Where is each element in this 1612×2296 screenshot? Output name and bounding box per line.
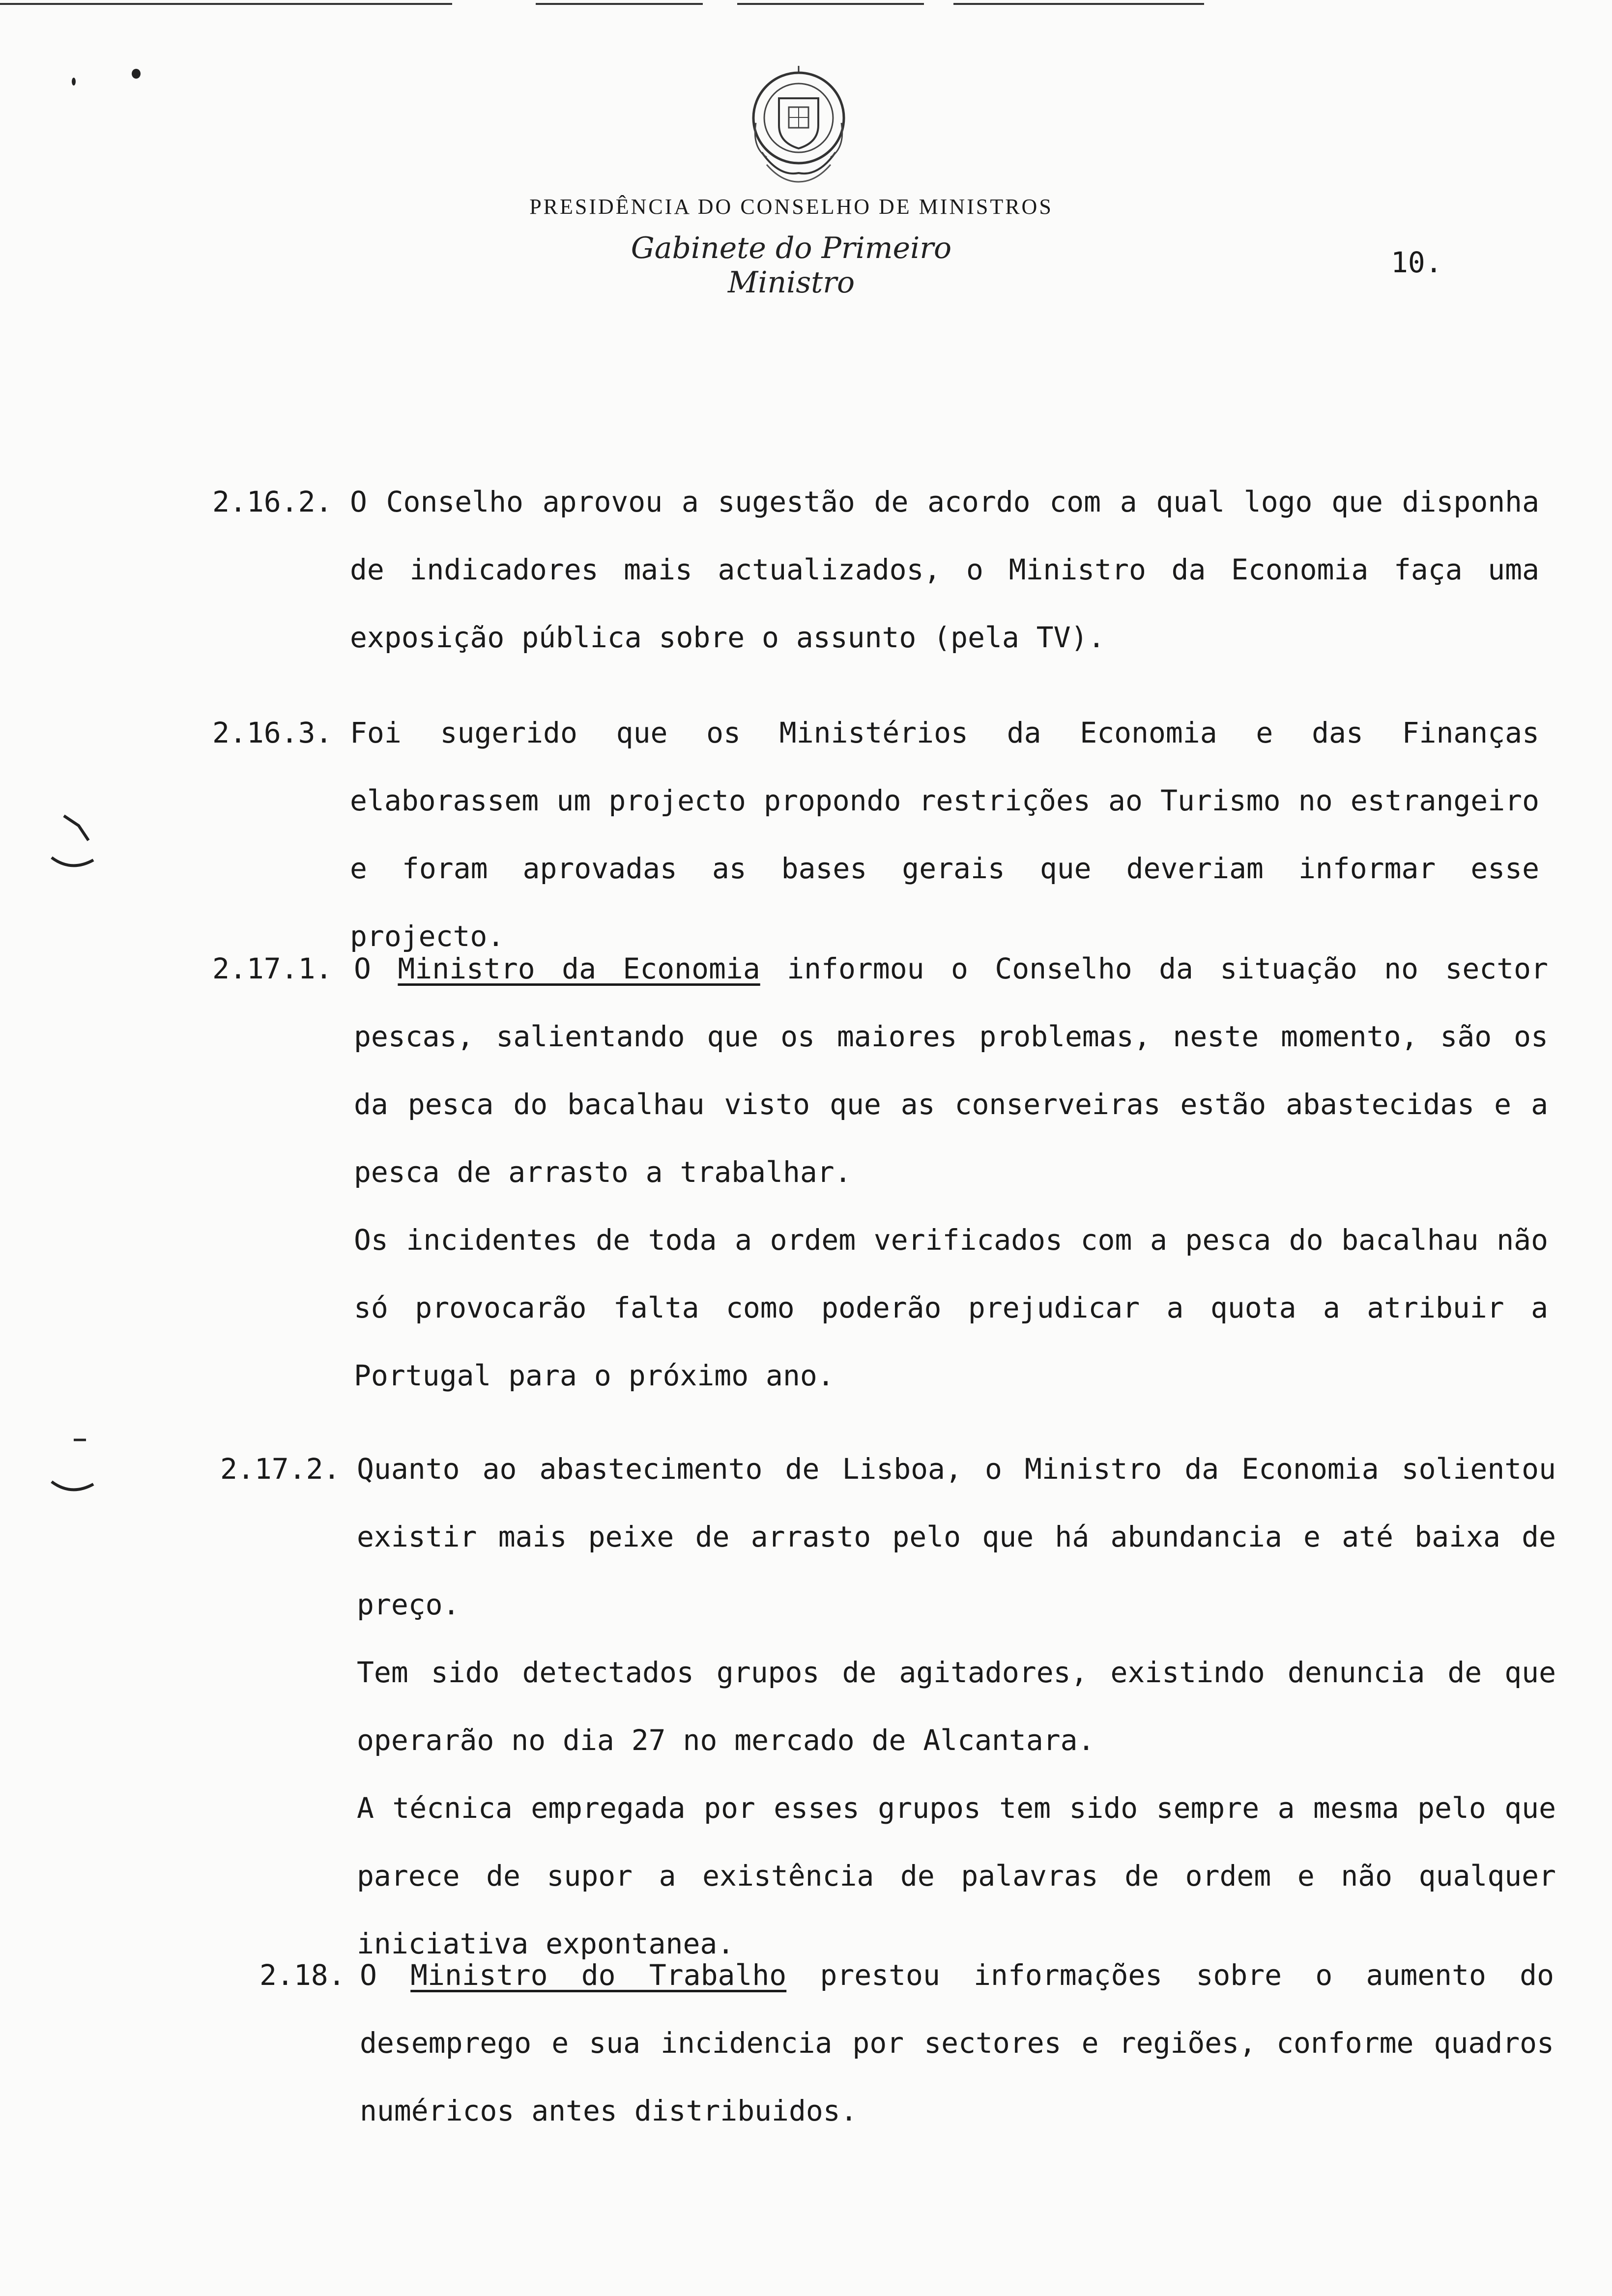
letterhead-subtitle: Gabinete do Primeiro Ministro — [631, 231, 952, 300]
speck-mark — [132, 69, 141, 79]
margin-bracket-mark-icon — [44, 1430, 98, 1504]
item-paragraph: Quanto ao abastecimento de Lisboa, o Ministro da Economia solientou existir mais peixe de arrasto pelo que há abundancia e até baixa de preço. — [357, 1452, 1556, 1621]
coat-of-arms-seal-icon — [732, 64, 865, 197]
top-rule-center — [737, 3, 924, 5]
item-lead-prefix: O — [354, 952, 398, 985]
item-lead-rest: prestou informações sobre o aumento do desemprego e sua incidencia por sectores e regiões, conforme quadros numéricos antes distribuidos. — [360, 1958, 1554, 2127]
top-rule-left — [0, 3, 452, 5]
top-rule-right — [953, 3, 1204, 5]
top-rule-middle — [536, 3, 703, 5]
item-lead-prefix: O — [360, 1958, 411, 1992]
item-number: 2.17.1. — [212, 952, 333, 985]
item-lead-rest: informou o Conselho da situação no sector pescas, salientando que os maiores problemas, neste momento, são os da pesca do bacalhau visto que as conserveiras estão abastecidas e a pesca de arrasto a trabalhar. — [354, 952, 1548, 1189]
item-lead-paragraph — [360, 1941, 1554, 2145]
item-number: 2.16.3. — [212, 716, 333, 749]
item-paragraph: O Conselho aprovou a sugestão de acordo com a qual logo que disponha de indicadores mais actualizados, o Ministro da Economia faça uma exposição pública sobre o assunto (pela TV). — [350, 485, 1539, 654]
item-number: 2.17.2. — [220, 1452, 341, 1486]
margin-bracket-mark-icon — [44, 806, 98, 880]
speck-mark — [72, 78, 76, 86]
item-lead-paragraph — [354, 935, 1548, 1206]
subject-underlined: Ministro do Trabalho — [410, 1958, 787, 1992]
item-paragraph: Tem sido detectados grupos de agitadores, existindo denuncia de que operarão no dia 27 no mercado de Alcantara. — [357, 1656, 1556, 1757]
page-number: 10. — [1391, 246, 1442, 279]
item-number: 2.18. — [259, 1958, 345, 1992]
subject-underlined: Ministro da Economia — [398, 952, 760, 985]
item-paragraph: Os incidentes de toda a ordem verificados com a pesca do bacalhau não só provocarão falta como poderão prejudicar a quota a atribuir a Portugal para o próximo ano. — [354, 1223, 1548, 1392]
item-paragraph: A técnica empregada por esses grupos tem sido sempre a mesma pelo que parece de supor a existência de palavras de ordem e não qualquer iniciativa expontanea. — [357, 1791, 1556, 1960]
item-number: 2.16.2. — [212, 485, 333, 518]
item-paragraph: Foi sugerido que os Ministérios da Economia e das Finanças elaborassem um projecto propondo restrições ao Turismo no estrangeiro e foram aprovadas as bases gerais que deveriam informar esse projecto. — [350, 716, 1539, 953]
letterhead-title: PRESIDÊNCIA DO CONSELHO DE MINISTROS — [529, 195, 1053, 219]
